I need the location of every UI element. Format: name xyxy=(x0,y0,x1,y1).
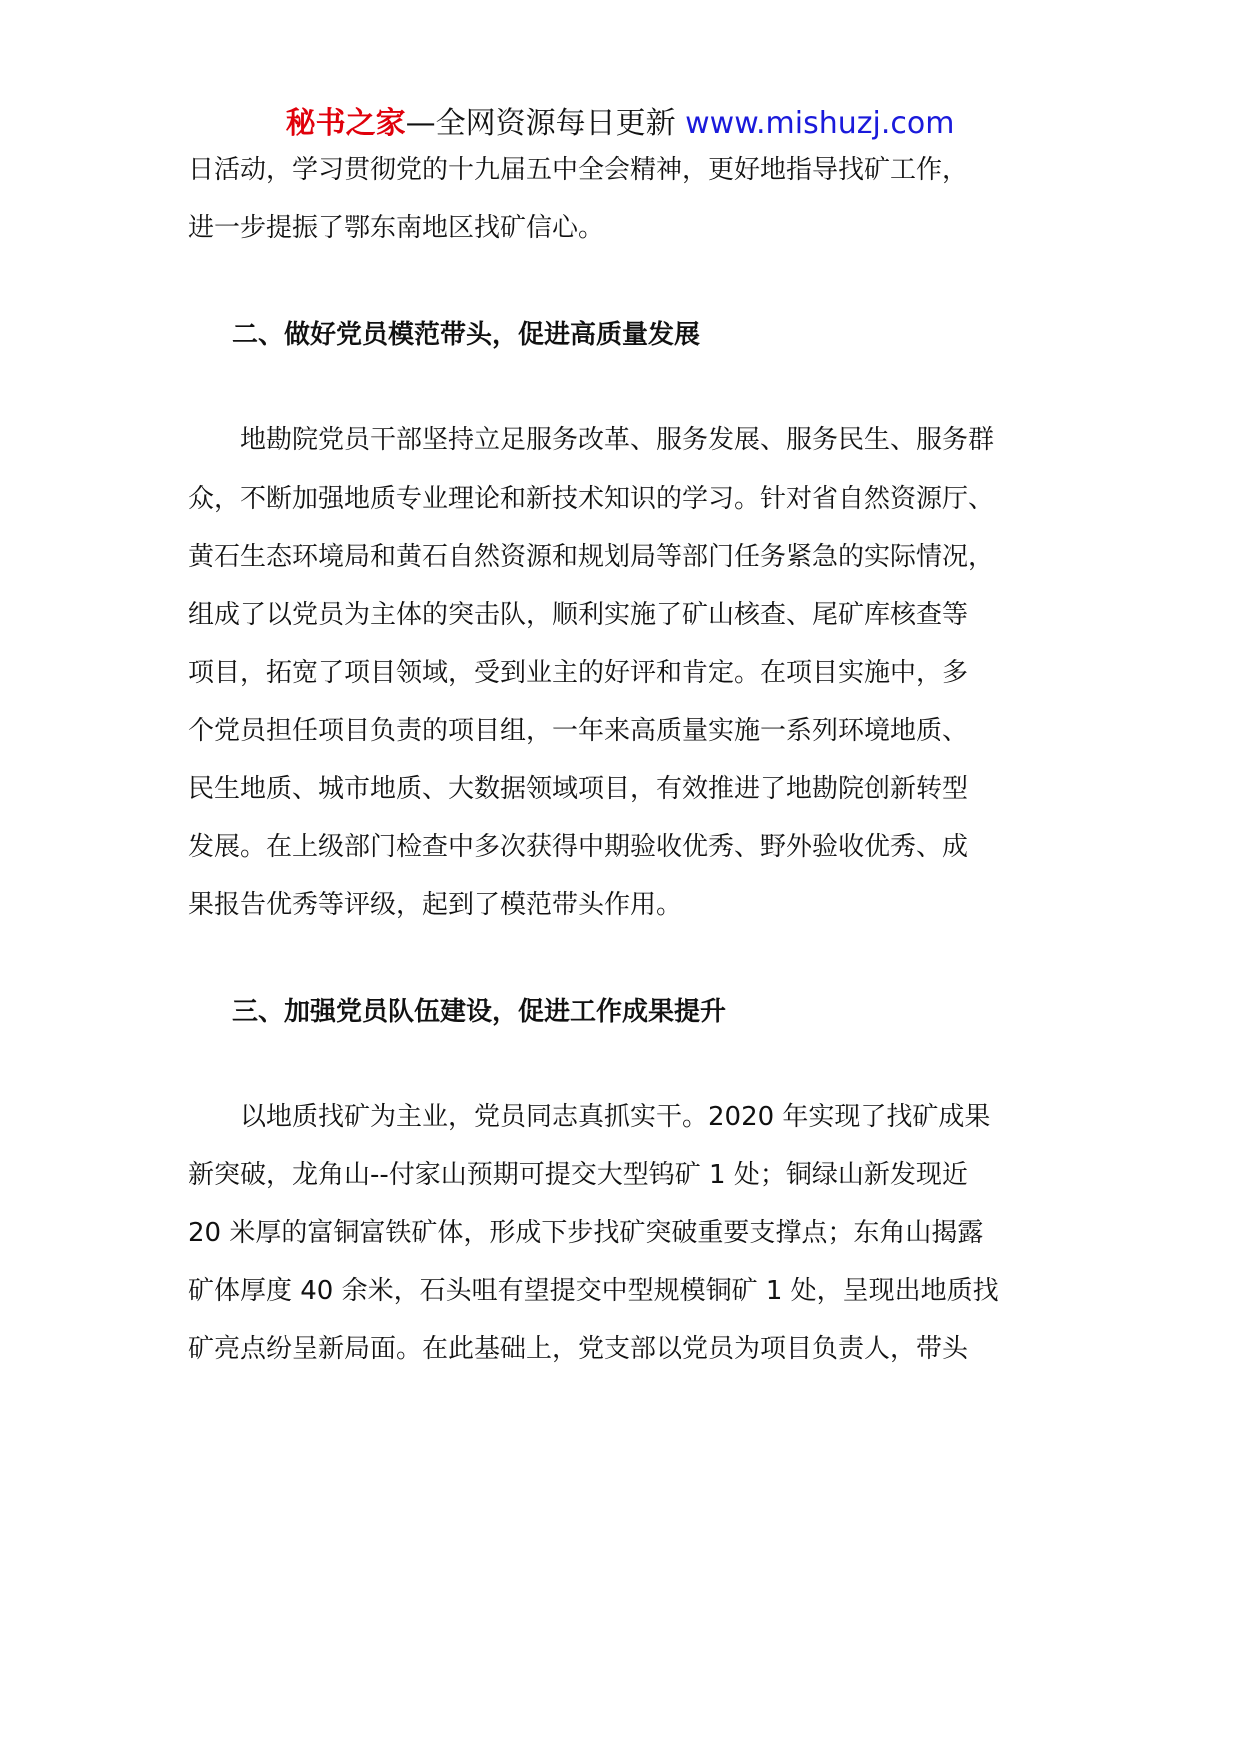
section-2-heading: 二、做好党员模范带头，促进高质量发展 xyxy=(232,320,701,350)
intro-line-1: 日活动，学习贯彻党的十九届五中全会精神，更好地指导找矿工作， xyxy=(188,155,969,185)
section-3-line-4: 矿体厚度 40 余米，石头咀有望提交中型规模铜矿 1 处，呈现出地质找 xyxy=(188,1276,999,1306)
section-2-line-6: 个党员担任项目负责的项目组，一年来高质量实施一系列环境地质、 xyxy=(188,716,969,746)
section-3-line-3: 20 米厚的富铜富铁矿体，形成下步找矿突破重要支撑点；东角山揭露 xyxy=(188,1218,984,1248)
section-3-line-1: 以地质找矿为主业，党员同志真抓实干。2020 年实现了找矿成果 xyxy=(188,1102,991,1132)
section-2-line-8: 发展。在上级部门检查中多次获得中期验收优秀、野外验收优秀、成 xyxy=(188,832,969,862)
section-3-heading: 三、加强党员队伍建设，促进工作成果提升 xyxy=(232,997,727,1027)
section-2-line-2: 众，不断加强地质专业理论和新技术知识的学习。针对省自然资源厅、 xyxy=(188,484,995,514)
section-3-line-2: 新突破，龙角山--付家山预期可提交大型钨矿 1 处；铜绿山新发现近 xyxy=(188,1160,968,1190)
site-brand: 秘书之家 xyxy=(285,106,406,141)
site-url-link[interactable]: www.mishuzj.com xyxy=(685,106,955,141)
section-2-line-3: 黄石生态环境局和黄石自然资源和规划局等部门任务紧急的实际情况， xyxy=(188,542,995,572)
section-2-line-1: 地勘院党员干部坚持立足服务改革、服务发展、服务民生、服务群 xyxy=(188,425,995,455)
intro-line-2: 进一步提振了鄂东南地区找矿信心。 xyxy=(188,213,605,243)
section-2-line-4: 组成了以党员为主体的突击队，顺利实施了矿山核查、尾矿库核查等 xyxy=(188,600,969,630)
site-header xyxy=(0,104,1240,144)
section-3-line-5: 矿亮点纷呈新局面。在此基础上，党支部以党员为项目负责人，带头 xyxy=(188,1334,969,1364)
site-tagline: —全网资源每日更新 xyxy=(405,106,686,141)
section-2-line-5: 项目，拓宽了项目领域，受到业主的好评和肯定。在项目实施中，多 xyxy=(188,658,969,688)
section-2-line-9: 果报告优秀等评级，起到了模范带头作用。 xyxy=(188,890,683,920)
section-2-line-7: 民生地质、城市地质、大数据领域项目，有效推进了地勘院创新转型 xyxy=(188,774,969,804)
